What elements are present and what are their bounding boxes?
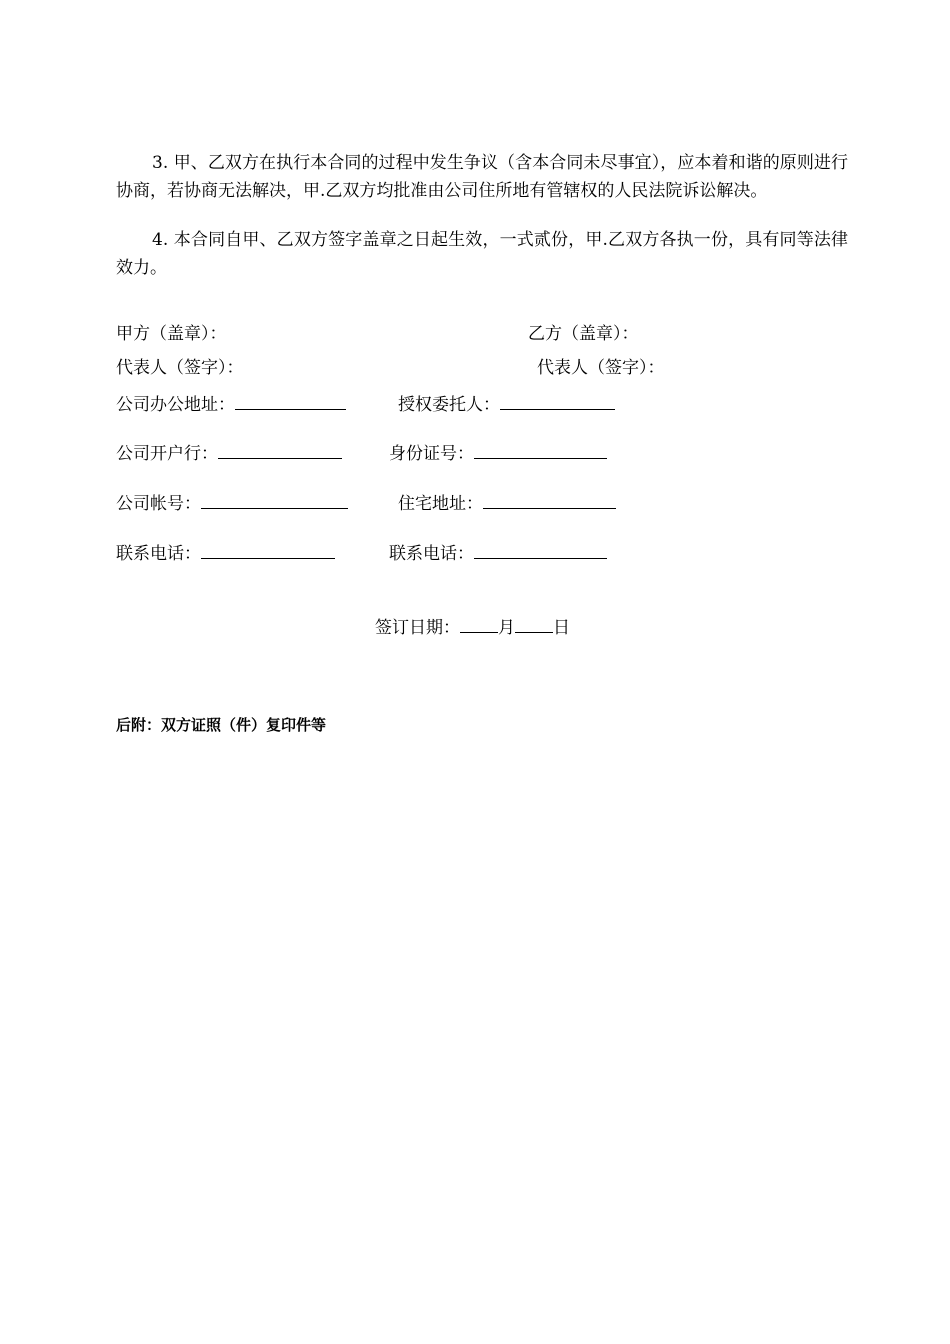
party-b-rep-label: 代表人（签字）： [537, 358, 665, 378]
id-number-field[interactable] [474, 441, 607, 459]
authorized-agent-field[interactable] [500, 392, 615, 410]
company-address-field[interactable] [235, 392, 346, 410]
authorized-agent-row [398, 390, 615, 415]
day-label: 日 [553, 618, 570, 638]
clause-4: 4. 本合同自甲、乙双方签字盖章之日起生效，一式贰份，甲.乙双方各执一份，具有同等法律效力。 [116, 230, 848, 278]
id-number-row [389, 439, 607, 464]
personal-phone-field[interactable] [474, 541, 607, 559]
home-address-row [398, 489, 616, 514]
party-a-rep-label: 代表人（签字）： [116, 358, 244, 378]
month-label: 月 [498, 618, 515, 638]
party-b-seal-label: 乙方（盖章）： [528, 324, 639, 344]
id-number-label: 身份证号： [389, 444, 474, 464]
company-account-label: 公司帐号： [116, 494, 201, 514]
personal-phone-row [389, 539, 607, 564]
sign-date [375, 613, 570, 638]
sign-day-field[interactable] [515, 615, 553, 633]
company-bank-row [116, 439, 342, 464]
company-phone-label: 联系电话： [116, 544, 201, 564]
company-account-field[interactable] [201, 491, 348, 509]
company-address-label: 公司办公地址： [116, 395, 235, 415]
company-bank-label: 公司开户行： [116, 444, 218, 464]
clause-3: 3. 甲、乙双方在执行本合同的过程中发生争议（含本合同未尽事宜），应本着和谐的原则进行协商，若协商无法解决，甲.乙双方均批准由公司住所地有管辖权的人民法院诉讼解决。 [116, 153, 848, 201]
company-phone-row [116, 539, 335, 564]
authorized-agent-label: 授权委托人： [398, 395, 500, 415]
company-bank-field[interactable] [218, 441, 342, 459]
company-address-row [116, 390, 346, 415]
company-account-row [116, 489, 348, 514]
appendix-note: 后附：双方证照（件）复印件等 [116, 716, 327, 734]
company-phone-field[interactable] [201, 541, 335, 559]
party-a-seal-label: 甲方（盖章）： [116, 324, 227, 344]
home-address-field[interactable] [483, 491, 616, 509]
sign-month-field[interactable] [460, 615, 498, 633]
home-address-label: 住宅地址： [398, 494, 483, 514]
personal-phone-label: 联系电话： [389, 544, 474, 564]
sign-date-label: 签订日期： [375, 618, 460, 638]
